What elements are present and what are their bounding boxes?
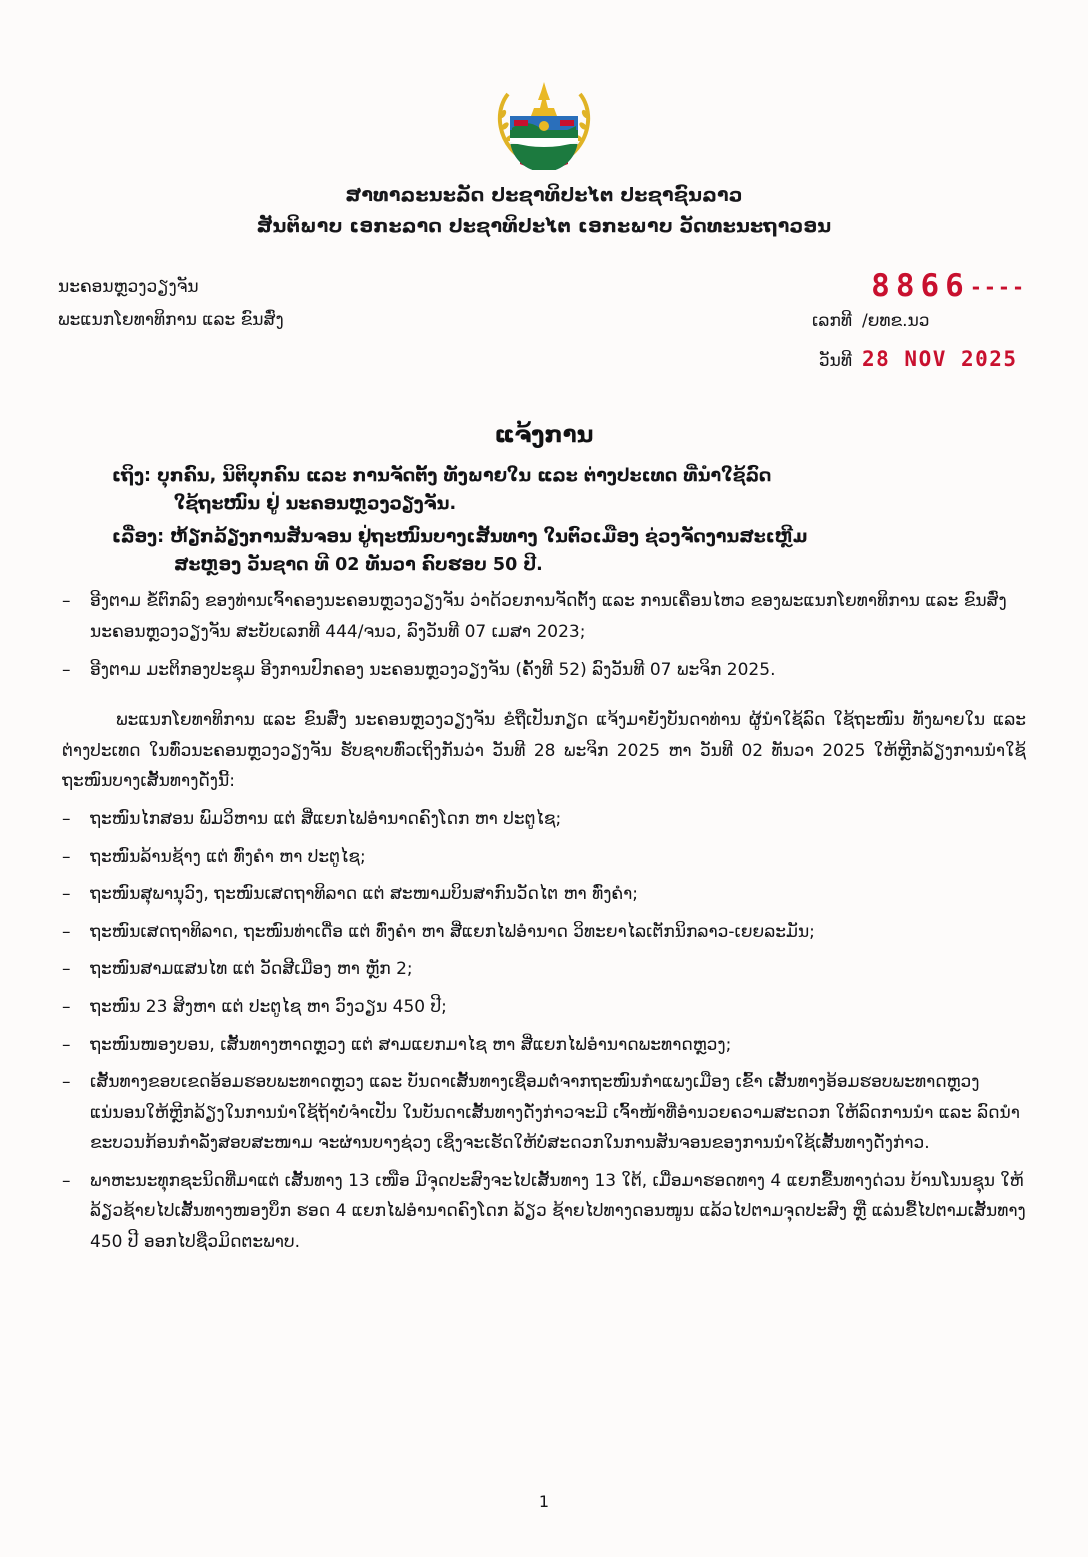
list-item	[62, 917, 1026, 948]
document-body	[0, 586, 1088, 1257]
main-paragraph-text: ພະແນກໂຍທາທິການ ແລະ ຂົນສົ່ງ ນະຄອນຫຼວງວຽງຈັນ ຂໍຖືເປັນກຽດ ແຈ້ງມາຍັງບັນດາທ່ານ ຜູ້ນຳໃຊ້ລົດ ໃຊ້ຖະໜົນ ທັງພາຍໃນ ແລະ ຕ່າງປະເທດ ໃນທົ່ວນະຄອນຫຼວງວຽງຈັນ ຮັບຊາບທົ່ວເຖິງກັນວ່າ ວັນທີ 28 ພະຈິກ 2025 ຫາ ວັນທີ 02 ທັນວາ 2025 ໃຫ້ຫຼີກລ້ຽງການນຳໃຊ້ຖະໜົນບາງເສັ້ນທາງດັ່ງນີ້:	[62, 710, 1026, 792]
reference-text: ອີງຕາມ ມະຕິກອງປະຊຸມ ອີງການປົກຄອງ ນະຄອນຫຼວງວຽງຈັນ (ຄັ້ງທີ 52) ລົງວັນທີ 07 ພະຈິກ 2025.	[90, 659, 776, 680]
emblem-container	[0, 0, 1088, 170]
document-date-value: 28 NOV 2025	[862, 347, 1018, 371]
road-item-text: ຖະໜົນສາມແສນໄທ ແຕ່ ວັດສີເມືອງ ຫາ ຫຼັກ 2;	[90, 959, 413, 980]
dash-bullet-icon: –	[62, 884, 71, 905]
reference-text: ອີງຕາມ ຂໍ້ຕົກລົງ ຂອງທ່ານເຈົ້າຄອງນະຄອນຫຼວງວຽງຈັນ ວ່າດ້ວຍການຈັດຕັ້ງ ແລະ ການເຄື່ອນໄຫວ ຂອງພະແນກໂຍທາທິການ ແລະ ຂົນສົ່ງ ນະຄອນຫຼວງວຽງຈັນ ສະບັບເລກທີ 444/ຈນວ, ລົງວັນທີ 07 ເມສາ 2023;	[90, 591, 1007, 642]
main-paragraph	[62, 705, 1026, 797]
road-item-text: ຖະໜົນໜອງບອນ, ເສັ້ນທາງຫາດຫຼວງ ແຕ່ ສາມແຍກມາໄຊ ຫາ ສີ່ແຍກໄຟອໍານາດພະທາດຫຼວງ;	[90, 1034, 732, 1055]
addressee-text: ບຸກຄົນ, ນິຕິບຸກຄົນ ແລະ ການຈັດຕັ້ງ ທັງພາຍໃນ ແລະ ຕ່າງປະເທດ ທີ່ນຳໃຊ້ລົດ	[157, 466, 772, 486]
subject-block	[0, 462, 1088, 579]
road-item-text: ຖະໜົນລ້ານຊ້າງ ແຕ່ ທົ່ງຄຳ ຫາ ປະຕູໄຊ;	[90, 846, 366, 867]
country-name: ສາທາລະນະລັດ ປະຊາທິປະໄຕ ປະຊາຊົນລາວ	[345, 184, 743, 206]
dash-bullet-icon: –	[62, 1034, 71, 1055]
stamp-block	[700, 268, 1030, 380]
header-meta-row	[0, 268, 1088, 380]
dash-bullet-icon: –	[62, 921, 71, 942]
issuing-office	[58, 271, 284, 337]
road-item-text: ພາຫະນະທຸກຊະນິດທີ່ມາແຕ່ ເສັ້ນທາງ 13 ເໜືອ ມີຈຸດປະສົງຈະໄປເສັ້ນທາງ 13 ໃຕ້, ເມື່ອມາຮອດທາງ 4 ແຍກຂື້ນທາງດ່ວນ ບ້ານໂນນຊຸນ ໃຫ້ລ້ຽວຊ້າຍໄປເສັ້ນທາງໜອງບຶກ ຮອດ 4 ແຍກໄຟອໍານາດຄົງໂດກ ລ້ຽວ ຊ້າຍໄປທາງດອນໜູນ ແລ້ວໄປຕາມຈຸດປະສົງ ຫຼື ແລ່ນຂື້ໄປຕາມເສັ້ນທາງ 450 ປີ ອອກໄປຊືວມິດຕະພາບ.	[90, 1170, 1026, 1253]
document-number-dashes: ----	[969, 275, 1026, 299]
list-item	[62, 655, 1026, 686]
dash-bullet-icon: –	[62, 959, 71, 980]
dash-bullet-icon: –	[62, 659, 71, 680]
dash-bullet-icon: –	[62, 1072, 71, 1093]
re-text-cont: ສະຫຼອງ ວັນຊາດ ທີ 02 ທັນວາ ຄົບຮອບ 50 ປີ.	[174, 555, 543, 576]
dash-bullet-icon: –	[62, 808, 71, 829]
document-number-label: ເລກທີ	[812, 311, 852, 331]
document-date-label: ວັນທີ	[818, 351, 852, 371]
road-item-text: ເສັ້ນທາງຂອບເຂດອ້ອມຮອບພະທາດຫຼວງ ແລະ ບັນດາເສັ້ນທາງເຊື່ອມຕໍ່ຈາກຖະໜົນກຳແພງເມືອງ ເຂົ້າ ເສັ້ນທາງອ້ອມຮອບພະທາດຫຼວງ ແນ່ນອນໃຫ້ຫຼີກລ້ຽງໃນການນຳໃຊ້ຖ້າບໍ່ຈຳເປັນ ໃນບັນດາເສັ້ນທາງດັ່ງກ່າວຈະມີ ເຈົ້າໜ້າທີ່ອຳນວຍຄວາມສະດວກ ໃຫ້ລົດການນຳ ແລະ ລົດນຳຂະບວນກ້ອນກຳລັງສອບສະໜາມ ຈະຜ່ານບາງຊ່ວງ ເຊິ່ງຈະເຮັດໃຫ້ບໍ່ສະດວກໃນການສັນຈອນຂອງການນຳໃຊ້ເສັ້ນທາງດັ່ງກ່າວ.	[90, 1072, 1020, 1154]
list-item	[62, 1067, 1026, 1159]
list-item	[62, 954, 1026, 985]
list-item	[62, 586, 1026, 647]
dash-bullet-icon: –	[62, 846, 71, 867]
lao-national-emblem-icon	[490, 78, 598, 170]
document-title: ແຈ້ງການ	[494, 422, 594, 448]
addressee-label: ເຖິງ:	[112, 466, 152, 486]
list-item	[62, 804, 1026, 835]
document-number-value: 8866	[871, 268, 970, 304]
office-city: ນະຄອນຫຼວງວຽງຈັນ	[58, 277, 199, 297]
list-item	[62, 1166, 1026, 1258]
road-item-text: ຖະໜົນ 23 ສິງຫາ ແຕ່ ປະຕູໄຊ ຫາ ວົງວຽນ 450 ປີ;	[90, 996, 447, 1017]
dash-bullet-icon: –	[62, 591, 71, 612]
re-line	[112, 523, 1002, 580]
road-item-text: ຖະໜົນເສດຖາທິລາດ, ຖະໜົນທ່າເດື່ອ ແຕ່ ທົ່ງຄຳ ຫາ ສີ່ແຍກໄຟອໍານາດ ວິທະຍາໄລເຕັກນິກລາວ-ເຍຍລະມັນ;	[90, 921, 815, 942]
reference-list	[62, 586, 1026, 685]
list-item	[62, 842, 1026, 873]
document-date-row	[700, 338, 1030, 380]
dash-bullet-icon: –	[62, 996, 71, 1017]
national-motto: ສັນຕິພາບ ເອກະລາດ ປະຊາທິປະໄຕ ເອກະພາບ ວັດທະນະຖາວອນ	[256, 215, 832, 237]
document-number-suffix: /ຍທຂ.ນວ	[862, 311, 930, 331]
re-text: ຫ້ຽກລ້ຽງການສັນຈອນ ຢູ່ຖະໜົນບາງເສັ້ນທາງ ໃນຕົວເມືອງ ຊ່ວງຈັດງານສະເຫຼີມ	[170, 526, 808, 547]
list-item	[62, 879, 1026, 910]
document-number-stamp	[700, 268, 1030, 304]
document-number-row	[700, 304, 1030, 338]
office-department: ພະແນກໂຍທາທິການ ແລະ ຂົນສົ່ງ	[58, 310, 284, 331]
addressee-text-cont: ໃຊ້ຖະໜົນ ຢູ່ ນະຄອນຫຼວງວຽງຈັນ.	[174, 494, 457, 515]
addressee-line	[112, 462, 1002, 519]
re-label: ເລື່ອງ:	[112, 526, 165, 547]
list-item	[62, 992, 1026, 1023]
road-item-text: ຖະໜົນສຸພານຸວົງ, ຖະໜົນເສດຖາທິລາດ ແຕ່ ສະໜາມບິນສາກົນວັດໄຕ ຫາ ທົ່ງຄຳ;	[90, 884, 639, 905]
road-item-text: ຖະໜົນໄກສອນ ພົມວິຫານ ແຕ່ ສີ່ແຍກໄຟອໍານາດຄົງໂດກ ຫາ ປະຕູໄຊ;	[90, 808, 562, 829]
list-item	[62, 1030, 1026, 1061]
page-number: 1	[538, 1492, 550, 1511]
dash-bullet-icon: –	[62, 1170, 71, 1191]
road-closure-list	[62, 804, 1026, 1258]
